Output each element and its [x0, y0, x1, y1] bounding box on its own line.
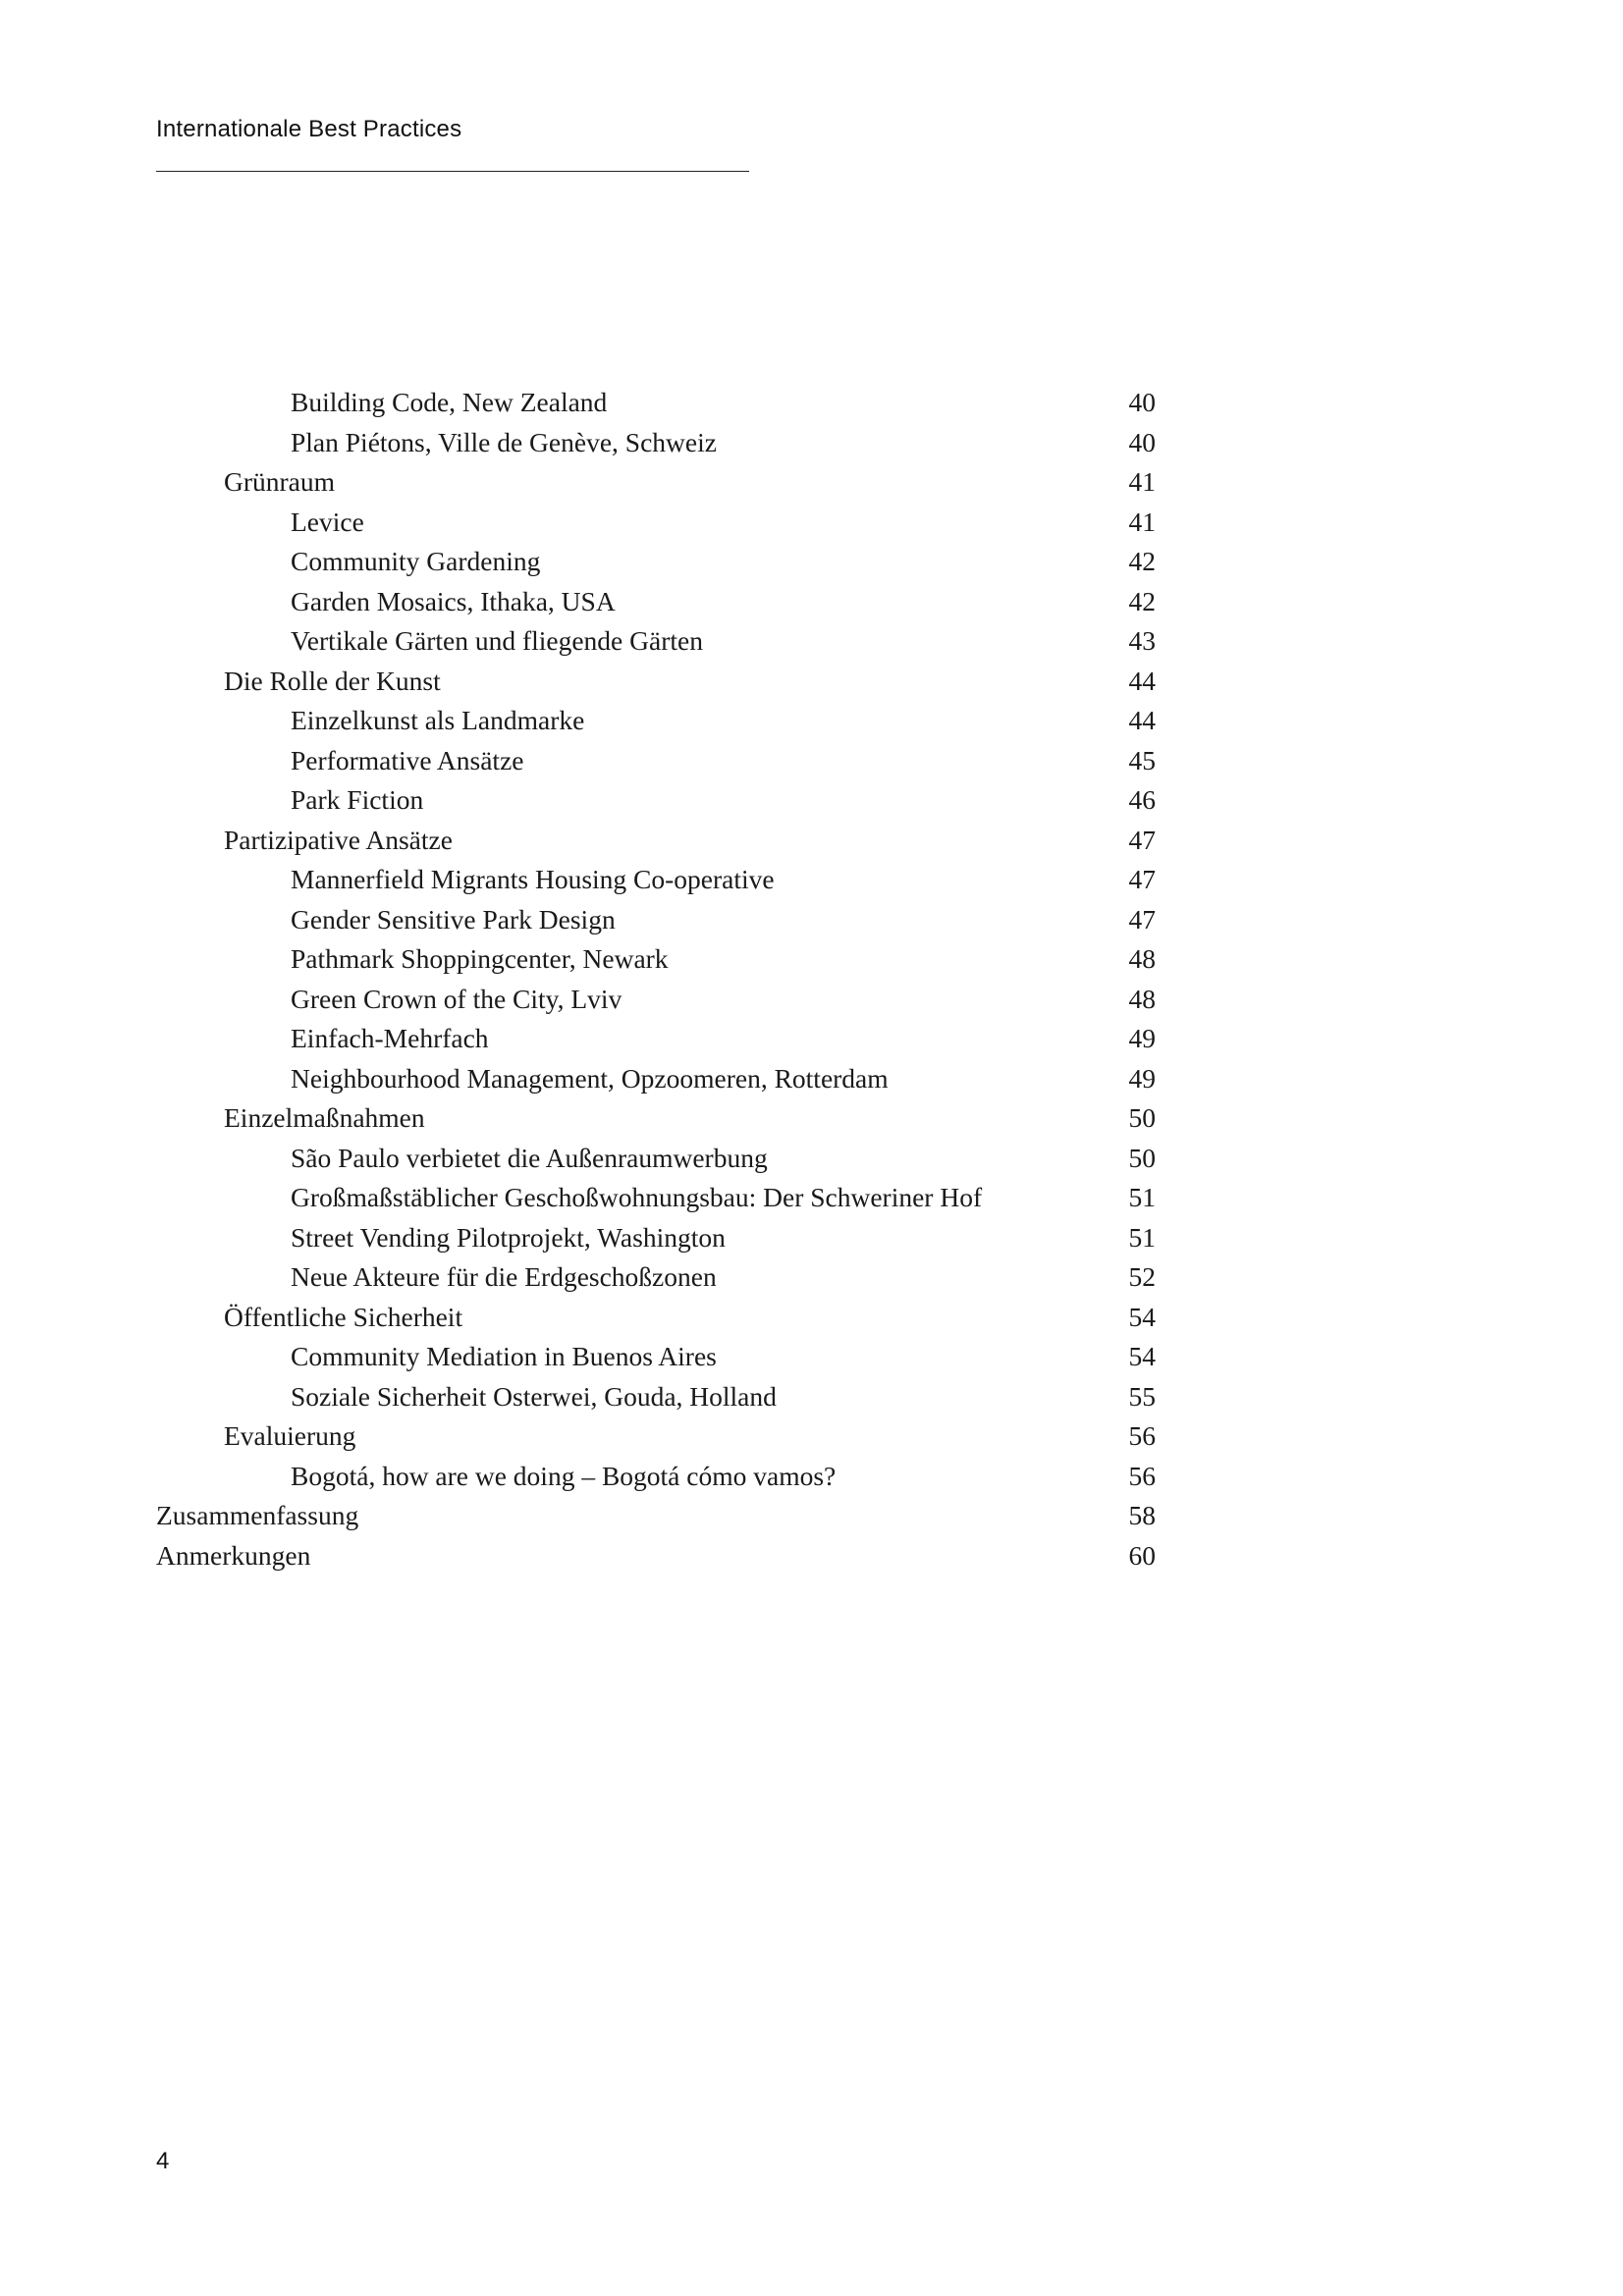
- toc-entry-page-number: 42: [1128, 546, 1156, 576]
- toc-entry-page-number: 40: [1128, 387, 1156, 417]
- toc-entry-title: Garden Mosaics, Ithaka, USA: [291, 585, 616, 616]
- toc-entry-title: Mannerfield Migrants Housing Co-operative: [291, 864, 775, 894]
- toc-entry-page-number: 60: [1128, 1539, 1156, 1571]
- toc-entry-page-number: 58: [1128, 1500, 1156, 1530]
- toc-entry-page-number: 49: [1128, 1062, 1156, 1094]
- toc-entry[interactable]: [0, 625, 1623, 666]
- toc-entry[interactable]: [0, 1063, 1623, 1103]
- toc-entry-page-number: 54: [1128, 1341, 1156, 1371]
- toc-entry-page-number: 42: [1128, 585, 1156, 616]
- toc-entry[interactable]: [0, 666, 1623, 706]
- toc-entry[interactable]: [0, 586, 1623, 626]
- toc-entry-title: Einfach-Mehrfach: [291, 1023, 489, 1053]
- toc-entry-title: Partizipative Ansätze: [224, 824, 453, 855]
- toc-entry[interactable]: [0, 546, 1623, 586]
- toc-entry-title: Green Crown of the City, Lviv: [291, 983, 622, 1014]
- toc-entry-page-number: 56: [1128, 1460, 1156, 1491]
- running-header-title: Internationale Best Practices: [156, 116, 462, 142]
- toc-entry[interactable]: [0, 1302, 1623, 1342]
- toc-entry[interactable]: [0, 1261, 1623, 1302]
- toc-entry-page-number: 54: [1128, 1301, 1156, 1332]
- toc-entry-page-number: 51: [1128, 1182, 1156, 1212]
- toc-entry[interactable]: [0, 427, 1623, 467]
- toc-entry[interactable]: [0, 745, 1623, 785]
- toc-entry-title: Neighbourhood Management, Opzoomeren, Rotterdam: [291, 1062, 889, 1094]
- toc-entry-title: Gender Sensitive Park Design: [291, 903, 616, 934]
- toc-entry-title: Soziale Sicherheit Osterwei, Gouda, Holland: [291, 1380, 777, 1412]
- toc-entry-page-number: 47: [1128, 824, 1156, 855]
- toc-entry-title: Street Vending Pilotprojekt, Washington: [291, 1221, 726, 1253]
- toc-entry-page-number: 40: [1128, 426, 1156, 457]
- toc-entry-title: Pathmark Shoppingcenter, Newark: [291, 943, 669, 974]
- toc-entry[interactable]: [0, 784, 1623, 825]
- toc-entry[interactable]: [0, 466, 1623, 507]
- toc-entry[interactable]: [0, 1023, 1623, 1063]
- toc-entry-title: Vertikale Gärten und fliegende Gärten: [291, 625, 703, 656]
- toc-entry-title: Plan Piétons, Ville de Genève, Schweiz: [291, 426, 717, 457]
- toc-entry-page-number: 55: [1128, 1380, 1156, 1412]
- toc-entry-title: São Paulo verbietet die Außenraumwerbung: [291, 1142, 768, 1173]
- toc-entry-page-number: 48: [1128, 943, 1156, 974]
- toc-entry[interactable]: [0, 387, 1623, 427]
- toc-entry-page-number: 45: [1128, 744, 1156, 775]
- toc-entry-page-number: 41: [1128, 466, 1156, 497]
- toc-entry-title: Grünraum: [224, 466, 336, 497]
- toc-entry-title: Building Code, New Zealand: [291, 387, 608, 417]
- toc-entry-title: Zusammenfassung: [156, 1500, 359, 1530]
- toc-entry[interactable]: [0, 1500, 1623, 1540]
- page-number: 4: [156, 2148, 170, 2174]
- toc-entry-page-number: 48: [1128, 983, 1156, 1014]
- toc-entry-page-number: 47: [1128, 903, 1156, 934]
- toc-entry-title: Die Rolle der Kunst: [224, 665, 441, 696]
- toc-entry-page-number: 46: [1128, 784, 1156, 815]
- toc-entry[interactable]: [0, 705, 1623, 745]
- header-divider: [156, 171, 749, 172]
- toc-entry-title: Community Gardening: [291, 546, 541, 576]
- toc-entry[interactable]: [0, 943, 1623, 984]
- toc-entry[interactable]: [0, 825, 1623, 865]
- toc-entry-page-number: 50: [1128, 1142, 1156, 1173]
- toc-entry-title: Einzelmaßnahmen: [224, 1102, 425, 1133]
- toc-entry[interactable]: [0, 1381, 1623, 1421]
- toc-entry-page-number: 51: [1128, 1221, 1156, 1253]
- toc-entry-page-number: 50: [1128, 1102, 1156, 1133]
- toc-entry[interactable]: [0, 1143, 1623, 1183]
- toc-entry-title: Bogotá, how are we doing – Bogotá cómo vamos?: [291, 1460, 837, 1491]
- toc-entry[interactable]: [0, 1222, 1623, 1262]
- toc-entry[interactable]: [0, 1540, 1623, 1580]
- toc-entry[interactable]: [0, 1341, 1623, 1381]
- toc-entry[interactable]: [0, 984, 1623, 1024]
- toc-entry-title: Park Fiction: [291, 784, 424, 815]
- toc-entry[interactable]: [0, 904, 1623, 944]
- toc-entry-title: Einzelkunst als Landmarke: [291, 705, 585, 735]
- toc-entry-title: Neue Akteure für die Erdgeschoßzonen: [291, 1261, 717, 1292]
- toc-entry[interactable]: [0, 1461, 1623, 1501]
- toc-entry-title: Evaluierung: [224, 1420, 356, 1451]
- toc-entry-title: Performative Ansätze: [291, 744, 524, 775]
- toc-entry[interactable]: [0, 507, 1623, 547]
- toc-entry-page-number: 52: [1128, 1261, 1156, 1292]
- toc-entry-title: Anmerkungen: [156, 1539, 311, 1571]
- toc-entry-title: Levice: [291, 506, 364, 537]
- toc-entry[interactable]: [0, 1182, 1623, 1222]
- toc-entry-page-number: 47: [1128, 864, 1156, 894]
- toc-entry[interactable]: [0, 864, 1623, 904]
- toc-entry-page-number: 49: [1128, 1023, 1156, 1053]
- toc-entry-page-number: 44: [1128, 665, 1156, 696]
- toc-entry[interactable]: [0, 1420, 1623, 1461]
- toc-entry-page-number: 41: [1128, 506, 1156, 537]
- toc-entry-title: Community Mediation in Buenos Aires: [291, 1341, 717, 1371]
- toc-entry-title: Großmaßstäblicher Geschoßwohnungsbau: Der Schweriner Hof: [291, 1182, 983, 1212]
- toc-entry[interactable]: [0, 1102, 1623, 1143]
- toc-entry-page-number: 56: [1128, 1420, 1156, 1451]
- toc-entry-page-number: 44: [1128, 705, 1156, 735]
- toc-entry-page-number: 43: [1128, 625, 1156, 656]
- toc-entry-title: Öffentliche Sicherheit: [224, 1301, 463, 1332]
